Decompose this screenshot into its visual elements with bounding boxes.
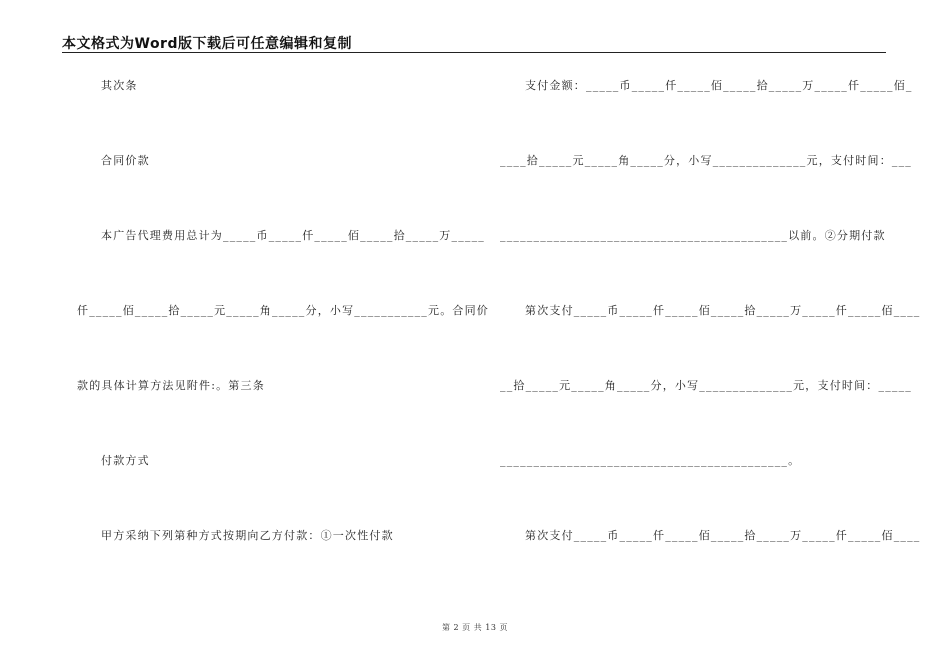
header-divider (62, 52, 886, 53)
right-line-3: ___________________________________________以前。②分期付款 (500, 229, 886, 242)
left-line-2: 合同价款 (101, 154, 150, 167)
left-line-4: 仟_____佰_____拾_____元_____角_____分，小写___________元。合同价 (77, 304, 489, 317)
right-line-6: ___________________________________________。 (500, 454, 801, 467)
right-line-2: ____拾_____元_____角_____分，小写______________元，支付时间：___ (500, 154, 912, 167)
left-line-5: 款的具体计算方法见附件:。第三条 (77, 379, 265, 392)
document-header-title: 本文格式为Word版下载后可任意编辑和复制 (62, 36, 352, 52)
left-line-6: 付款方式 (101, 454, 150, 467)
left-line-7: 甲方采纳下列第种方式按期向乙方付款：①一次性付款 (101, 529, 394, 542)
right-line-4: 第次支付_____币_____仟_____佰_____拾_____万_____仟_____佰____ (525, 304, 921, 317)
right-line-1: 支付金额：_____币_____仟_____佰_____拾_____万_____仟_____佰_ (525, 79, 913, 92)
left-line-3: 本广告代理费用总计为_____币_____仟_____佰_____拾_____万_____ (101, 229, 485, 242)
right-line-7: 第次支付_____币_____仟_____佰_____拾_____万_____仟_____佰____ (525, 529, 921, 542)
right-line-5: __拾_____元_____角_____分，小写______________元，支付时间：_____ (500, 379, 912, 392)
left-line-1: 其次条 (101, 79, 138, 92)
page-number: 第 2 页 共 13 页 (442, 623, 508, 632)
